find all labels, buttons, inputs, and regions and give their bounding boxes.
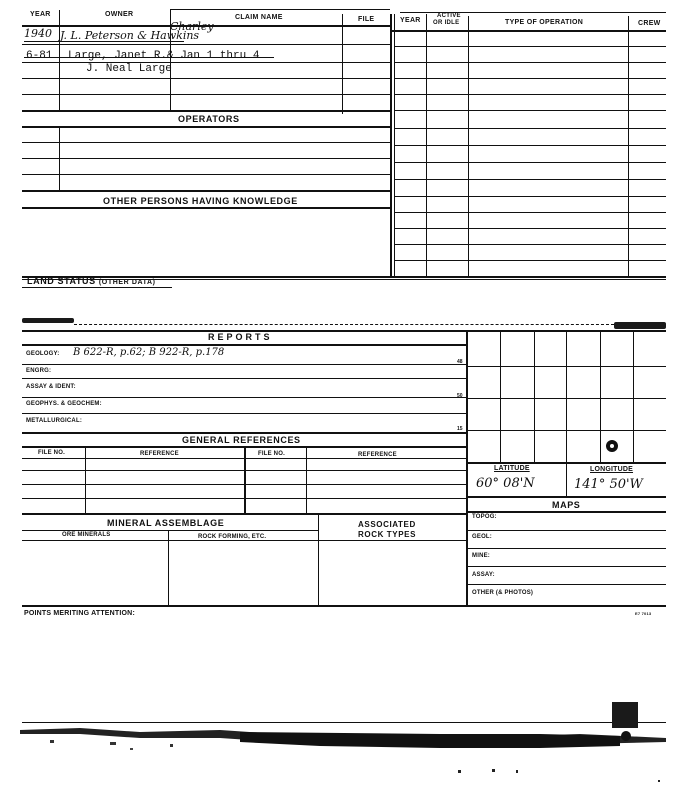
- mineral-assemblage-heading: MINERAL ASSEMBLAGE: [107, 518, 225, 528]
- maps-assay: ASSAY:: [472, 572, 495, 578]
- scan-noise: [20, 724, 666, 754]
- report-label-geology: GEOLOGY:: [26, 351, 60, 357]
- ore-minerals-header: ORE MINERALS: [62, 532, 111, 538]
- form-code: E7 7013: [635, 611, 652, 616]
- report-label-geophys: GEOPHYS. & GEOCHEM:: [26, 401, 102, 407]
- ref-header-file-no-1: FILE NO.: [38, 450, 65, 456]
- rock-types-heading: ROCK TYPES: [358, 530, 417, 539]
- other-persons-heading: OTHER PERSONS HAVING KNOWLEDGE: [103, 196, 298, 206]
- points-meriting-heading: POINTS MERITING ATTENTION:: [24, 610, 135, 617]
- land-status-heading: LAND STATUS (OTHER DATA): [27, 276, 156, 286]
- rock-forming-header: ROCK FORMING, ETC.: [198, 534, 267, 540]
- operators-heading: OPERATORS: [178, 114, 240, 124]
- maps-geol: GEOL:: [472, 534, 492, 540]
- longitude-value: 141° 50'W: [574, 477, 643, 492]
- report-value-geology: B 622-R, p.62; B 922-R, p.178: [73, 347, 225, 358]
- maps-mine: MINE:: [472, 553, 490, 559]
- maps-topog: TOPOG:: [472, 514, 497, 520]
- op-header-type-of-operation: TYPE OF OPERATION: [505, 19, 584, 26]
- entry-owner-2: Large, Janet R.& Jan 1 thru 4: [68, 50, 260, 62]
- op-header-year: YEAR: [400, 17, 421, 24]
- reports-heading: REPORTS: [208, 332, 273, 342]
- col-header-claim-name: CLAIM NAME: [235, 14, 283, 21]
- report-num-48: 48: [457, 359, 463, 365]
- ref-header-file-no-2: FILE NO.: [258, 451, 285, 457]
- maps-heading: MAPS: [552, 500, 581, 510]
- entry-year-1: 1940: [24, 27, 52, 40]
- report-num-15: 15: [457, 426, 463, 432]
- ref-header-reference-1: REFERENCE: [140, 451, 179, 457]
- report-label-engrg: ENGRG:: [26, 368, 52, 374]
- entry-year-2: 6-81: [26, 50, 53, 62]
- associated-heading: ASSOCIATED: [358, 520, 416, 529]
- col-header-owner: OWNER: [105, 11, 134, 18]
- maps-other: OTHER (& PHOTOS): [472, 590, 534, 596]
- entry-claim-1: Charley: [170, 20, 214, 33]
- report-label-assay: ASSAY & IDENT:: [26, 384, 76, 390]
- latitude-label: LATITUDE: [494, 465, 530, 472]
- report-num-50: 50: [457, 393, 463, 399]
- entry-owner-1: J. L. Peterson & Hawkins: [60, 29, 200, 42]
- longitude-label: LONGITUDE: [590, 466, 634, 473]
- report-label-metallurgical: METALLURGICAL:: [26, 418, 83, 424]
- op-header-active: ACTIVE: [437, 13, 461, 19]
- col-header-file: FILE: [358, 16, 375, 23]
- general-references-heading: GENERAL REFERENCES: [182, 435, 301, 445]
- col-header-year: YEAR: [30, 11, 51, 18]
- op-header-crew: CREW: [638, 20, 661, 27]
- entry-owner-2b: J. Neal Large: [86, 63, 172, 75]
- ref-header-reference-2: REFERENCE: [358, 452, 397, 458]
- op-header-or-idle: OR IDLE: [433, 20, 460, 26]
- latitude-value: 60° 08'N: [476, 476, 535, 491]
